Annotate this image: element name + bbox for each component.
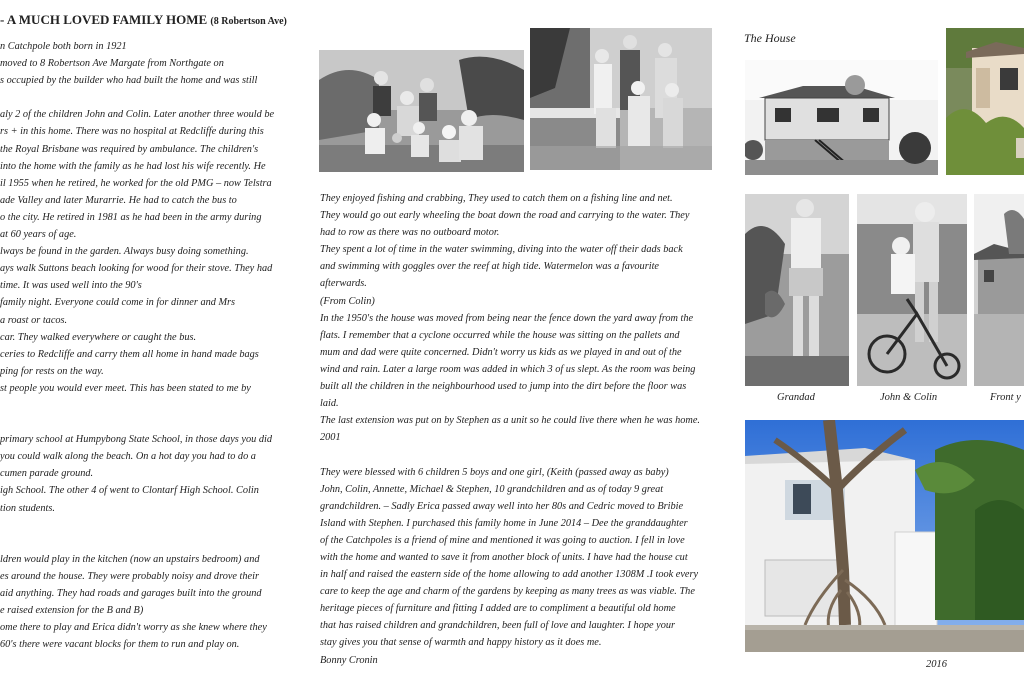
- text-line: ade Valley and later Murarrie. He had to catch the bus to: [0, 194, 237, 206]
- text-line: The last extension was put on by Stephen as a unit so he could live there when he was home.: [320, 415, 700, 427]
- text-line: [0, 397, 300, 414]
- text-line: in half and raised the eastern side of the home allowing to add another 1308M .I took every: [320, 569, 699, 581]
- john-and-colin-photo: [857, 194, 967, 386]
- caption-front-yard: Front y: [990, 392, 1021, 403]
- middle-column-text: [320, 190, 730, 669]
- text-line: grandchildren. – Sadly Erica passed away well into her 80s and Cedric moved to Bribie: [320, 500, 684, 512]
- text-line: a roast or tacos.: [0, 314, 68, 326]
- text-line: [0, 517, 300, 534]
- text-line: In the 1950's the house was moved from being near the fence down the yard away from the: [320, 312, 694, 324]
- photo-year-caption: 2016: [926, 659, 947, 670]
- text-line: [0, 534, 300, 551]
- text-line: and swimming with goggles over the reef at high tide. Watermelon was a favourite: [320, 261, 660, 273]
- text-line: of the Catchpoles is a friend of mine and mentioned it was going to auction. I fell in love: [320, 534, 685, 546]
- text-line: wind and rain. Later a large room was added in which 3 of us slept. As the room was being: [320, 363, 696, 375]
- text-line: you could walk along the beach. On a hot day you had to do a: [0, 451, 256, 463]
- text-line: [320, 446, 730, 463]
- text-line: They enjoyed fishing and crabbing, They used to catch them on a fishing line and net.: [320, 193, 673, 204]
- text-line: the Royal Brisbane was required by ambulance. The children's: [0, 143, 259, 155]
- text-line: Island with Stephen. I purchased this family home in June 2014 – Dee the granddaughter: [320, 517, 688, 529]
- text-line: aid anything. They had roads and garages built into the ground: [0, 588, 262, 599]
- text-line: ays walk Suttons beach looking for wood for their stove. They had: [0, 263, 273, 275]
- text-line: st people you would ever meet. This has been stated to me by: [0, 382, 251, 394]
- house-2016-photo: [745, 420, 1024, 652]
- text-line: They spent a lot of time in the water swimming, diving into the water off their dads back: [320, 244, 683, 256]
- text-line: cumen parade ground.: [0, 468, 94, 480]
- text-line: with the home and wanted to save it from another block of units. I have had the house cut: [320, 551, 688, 563]
- text-line: [0, 414, 300, 431]
- left-column-text: [0, 38, 300, 653]
- text-line: moved to 8 Robertson Ave Margate from Northgate on: [0, 58, 224, 70]
- text-line: afterwards.: [320, 278, 367, 290]
- text-line: o the city. He retired in 1981 as he had been in the army during: [0, 211, 262, 223]
- text-line: e raised extension for the B and B): [0, 605, 144, 617]
- text-line: n Catchpole both born in 1921: [0, 41, 127, 52]
- title-main: - A MUCH LOVED FAMILY HOME: [0, 12, 208, 27]
- page-title: [0, 12, 287, 28]
- text-line: ome there to play and Erica didn't worry as she knew where they: [0, 622, 267, 634]
- caption-grandad: Grandad: [777, 392, 815, 403]
- text-line: ping for rests on the way.: [0, 365, 104, 377]
- text-line: care to keep the age and charm of the gardens by keeping as many trees as was viable. The: [320, 586, 695, 598]
- text-line: ceries to Redcliffe and carry them all home in hand made bags: [0, 348, 259, 360]
- old-house-photo: [745, 60, 938, 175]
- text-line: They were blessed with 6 children 5 boys and one girl, (Keith (passed away as baby): [320, 466, 669, 478]
- grandad-photo: [745, 194, 849, 386]
- caption-john-colin: John & Colin: [880, 392, 938, 403]
- text-line: time. It was used well into the 90's: [0, 280, 142, 292]
- text-line: s occupied by the builder who had built the home and was still: [0, 75, 258, 87]
- text-line: at 60 years of age.: [0, 229, 77, 241]
- text-line: (From Colin): [320, 295, 375, 307]
- text-line: laid.: [320, 398, 339, 410]
- text-line: lways be found in the garden. Always busy doing something.: [0, 246, 249, 258]
- text-line: heritage pieces of furniture and fitting I added are to compliment a beautiful old home: [320, 603, 676, 615]
- text-line: built all the children in the neighbourhood used to jump into the dirt before the floor was: [320, 381, 687, 393]
- text-line: primary school at Humpybong State School, in those days you did: [0, 434, 272, 446]
- text-line: igh School. The other 4 of went to Clontarf High School. Colin: [0, 485, 259, 497]
- text-line: Bonny Cronin: [320, 654, 378, 666]
- text-line: They would go out early wheeling the boat down the road and carrying to the water. They: [320, 210, 690, 222]
- text-line: [0, 89, 300, 106]
- text-line: car. They walked everywhere or caught the bus.: [0, 331, 197, 343]
- text-line: had to row as there was no outboard motor.: [320, 227, 500, 239]
- text-line: that has raised children and grandchildren, been full of love and laughter. I hope your: [320, 620, 676, 632]
- title-address: (8 Robertson Ave): [210, 16, 287, 27]
- text-line: 2001: [320, 432, 341, 444]
- family-group-photo: [319, 50, 524, 172]
- text-line: into the home with the family as he had lost his wife recently. He: [0, 160, 266, 172]
- text-line: John, Colin, Annette, Michael & Stephen, 10 grandchildren and as of today 9 great: [320, 483, 664, 495]
- text-line: rs + in this home. There was no hospital at Redcliffe during this: [0, 126, 264, 138]
- text-line: il 1955 when he retired, he worked for the old PMG – now Telstra: [0, 177, 272, 189]
- text-line: tion students.: [0, 502, 55, 514]
- section-heading-the-house: The House: [744, 31, 796, 45]
- house-garden-color-photo: [946, 28, 1024, 175]
- children-porch-photo: [530, 28, 712, 170]
- text-line: ldren would play in the kitchen (now an upstairs bedroom) and: [0, 553, 260, 565]
- text-line: flats. I remember that a cyclone occurred while the house was sitting on the pallets and: [320, 329, 680, 341]
- text-line: stay gives you that sense of warmth and happy history as it does me.: [320, 637, 602, 649]
- text-line: 60's there were vacant blocks for them to run and play on.: [0, 639, 240, 651]
- text-line: family night. Everyone could come in for dinner and Mrs: [0, 297, 236, 309]
- text-line: mum and dad were quite concerned. Didn't worry us kids as we played in and out of the: [320, 346, 682, 358]
- text-line: es around the house. They were probably noisy and drove their: [0, 570, 260, 582]
- front-yard-photo: [974, 194, 1024, 386]
- text-line: aly 2 of the children John and Colin. Later another three would be: [0, 109, 275, 121]
